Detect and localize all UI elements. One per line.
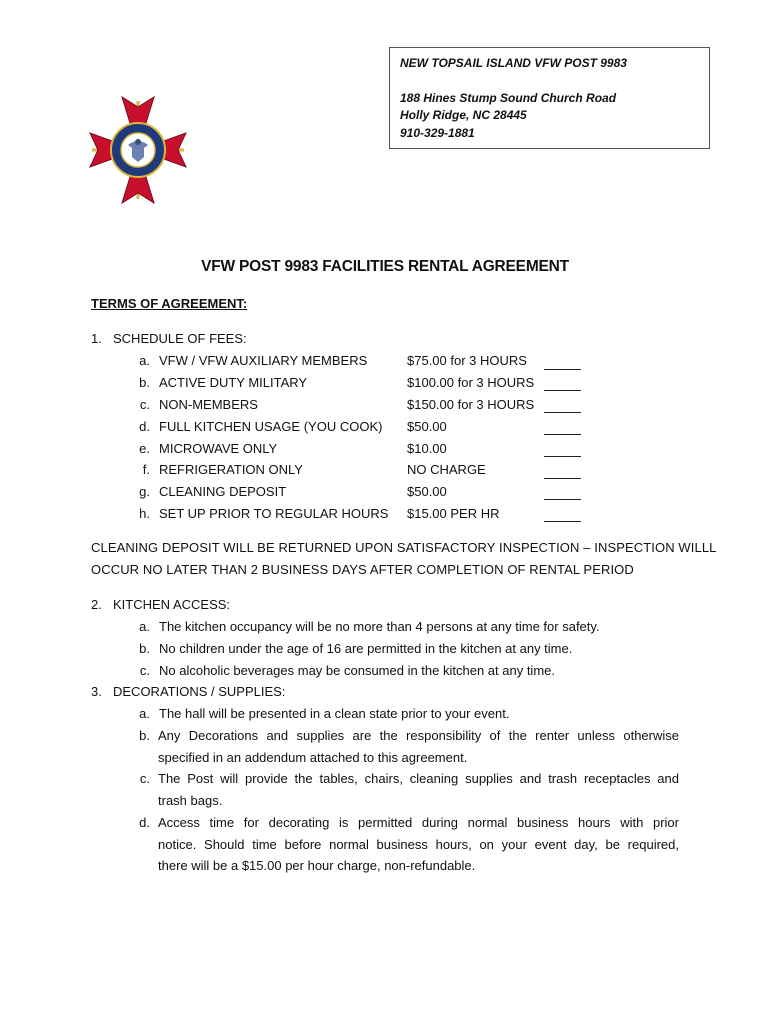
item-letter: c. [139, 771, 150, 786]
street-address: 188 Hines Stump Sound Church Road [400, 90, 617, 105]
fee-amount: $50.00 [407, 419, 447, 434]
fee-amount: $100.00 for 3 HOURS [407, 375, 535, 390]
item-text: Access time for decorating is permitted during normal business hours with prior [158, 815, 679, 830]
fee-amount: NO CHARGE [407, 462, 486, 477]
fee-letter: h. [139, 506, 150, 521]
item-letter: c. [139, 663, 150, 678]
terms-heading: TERMS OF AGREEMENT: [91, 296, 248, 311]
fee-label: MICROWAVE ONLY [159, 441, 278, 456]
fee-amount: $75.00 for 3 HOURS [407, 353, 527, 368]
page-title: VFW POST 9983 FACILITIES RENTAL AGREEMENT [201, 258, 569, 275]
fee-initial-line[interactable] [544, 390, 581, 391]
fee-label: NON-MEMBERS [159, 397, 258, 412]
fee-label: VFW / VFW AUXILIARY MEMBERS [159, 353, 368, 368]
fee-initial-line[interactable] [544, 499, 581, 500]
item-text: there will be a $15.00 per hour charge, non-refundable. [158, 858, 476, 873]
fee-amount: $150.00 for 3 HOURS [407, 397, 535, 412]
item-text: The Post will provide the tables, chairs, cleaning supplies and trash receptacles and [158, 771, 679, 786]
item-letter: d. [139, 815, 150, 830]
fee-initial-line[interactable] [544, 412, 581, 413]
item-text: No children under the age of 16 are permitted in the kitchen at any time. [159, 641, 573, 656]
fee-letter: e. [139, 441, 150, 456]
fee-initial-line[interactable] [544, 434, 581, 435]
fee-initial-line[interactable] [544, 456, 581, 457]
item-text: notice. Should time before normal business hours, on your event day, be required, [158, 837, 679, 852]
item-letter: a. [139, 706, 150, 721]
section-1-heading: SCHEDULE OF FEES: [113, 331, 247, 346]
address-spacer [400, 73, 699, 90]
item-letter: a. [139, 619, 150, 634]
fee-label: SET UP PRIOR TO REGULAR HOURS [159, 506, 389, 521]
fee-initial-line[interactable] [544, 478, 581, 479]
fee-letter: g. [139, 484, 150, 499]
fee-letter: a. [139, 353, 150, 368]
section-2-number: 2. [91, 597, 102, 612]
item-text: Any Decorations and supplies are the responsibility of the renter unless otherwise [158, 728, 679, 743]
vfw-cross-emblem-icon [88, 93, 188, 207]
post-name: NEW TOPSAIL ISLAND VFW POST 9983 [400, 56, 627, 70]
fee-label: CLEANING DEPOSIT [159, 484, 287, 499]
deposit-note [91, 537, 717, 581]
item-text: No alcoholic beverages may be consumed in the kitchen at any time. [159, 663, 555, 678]
city-state-zip: Holly Ridge, NC 28445 [400, 108, 527, 122]
section-3-heading: DECORATIONS / SUPPLIES: [113, 684, 286, 699]
item-letter: b. [139, 641, 150, 656]
fee-initial-line[interactable] [544, 369, 581, 370]
section-3-number: 3. [91, 684, 102, 699]
fee-amount: $15.00 PER HR [407, 506, 500, 521]
item-text: The kitchen occupancy will be no more than 4 persons at any time for safety. [159, 619, 600, 634]
fee-initial-line[interactable] [544, 521, 581, 522]
section-1-number: 1. [91, 331, 102, 346]
fee-label: REFRIGERATION ONLY [159, 462, 303, 477]
phone-number: 910-329-1881 [400, 125, 475, 140]
deposit-note-line: CLEANING DEPOSIT WILL BE RETURNED UPON SATISFACTORY INSPECTION – INSPECTION WILLL [91, 540, 717, 555]
item-text: The hall will be presented in a clean state prior to your event. [159, 706, 510, 721]
deposit-note-line: OCCUR NO LATER THAN 2 BUSINESS DAYS AFTER COMPLETION OF RENTAL PERIOD [91, 562, 634, 577]
item-letter: b. [139, 728, 150, 743]
section-2-heading: KITCHEN ACCESS: [113, 597, 231, 612]
fee-label: ACTIVE DUTY MILITARY [159, 375, 308, 390]
fee-letter: f. [142, 462, 150, 477]
fee-amount: $50.00 [407, 484, 447, 499]
address-box [389, 47, 710, 149]
fee-letter: c. [139, 397, 150, 412]
fee-letter: b. [139, 375, 150, 390]
item-text: specified in an addendum attached to this agreement. [158, 750, 468, 765]
fee-letter: d. [139, 419, 150, 434]
item-text: trash bags. [158, 793, 223, 808]
fee-label: FULL KITCHEN USAGE (YOU COOK) [159, 419, 383, 434]
fee-amount: $10.00 [407, 441, 447, 456]
